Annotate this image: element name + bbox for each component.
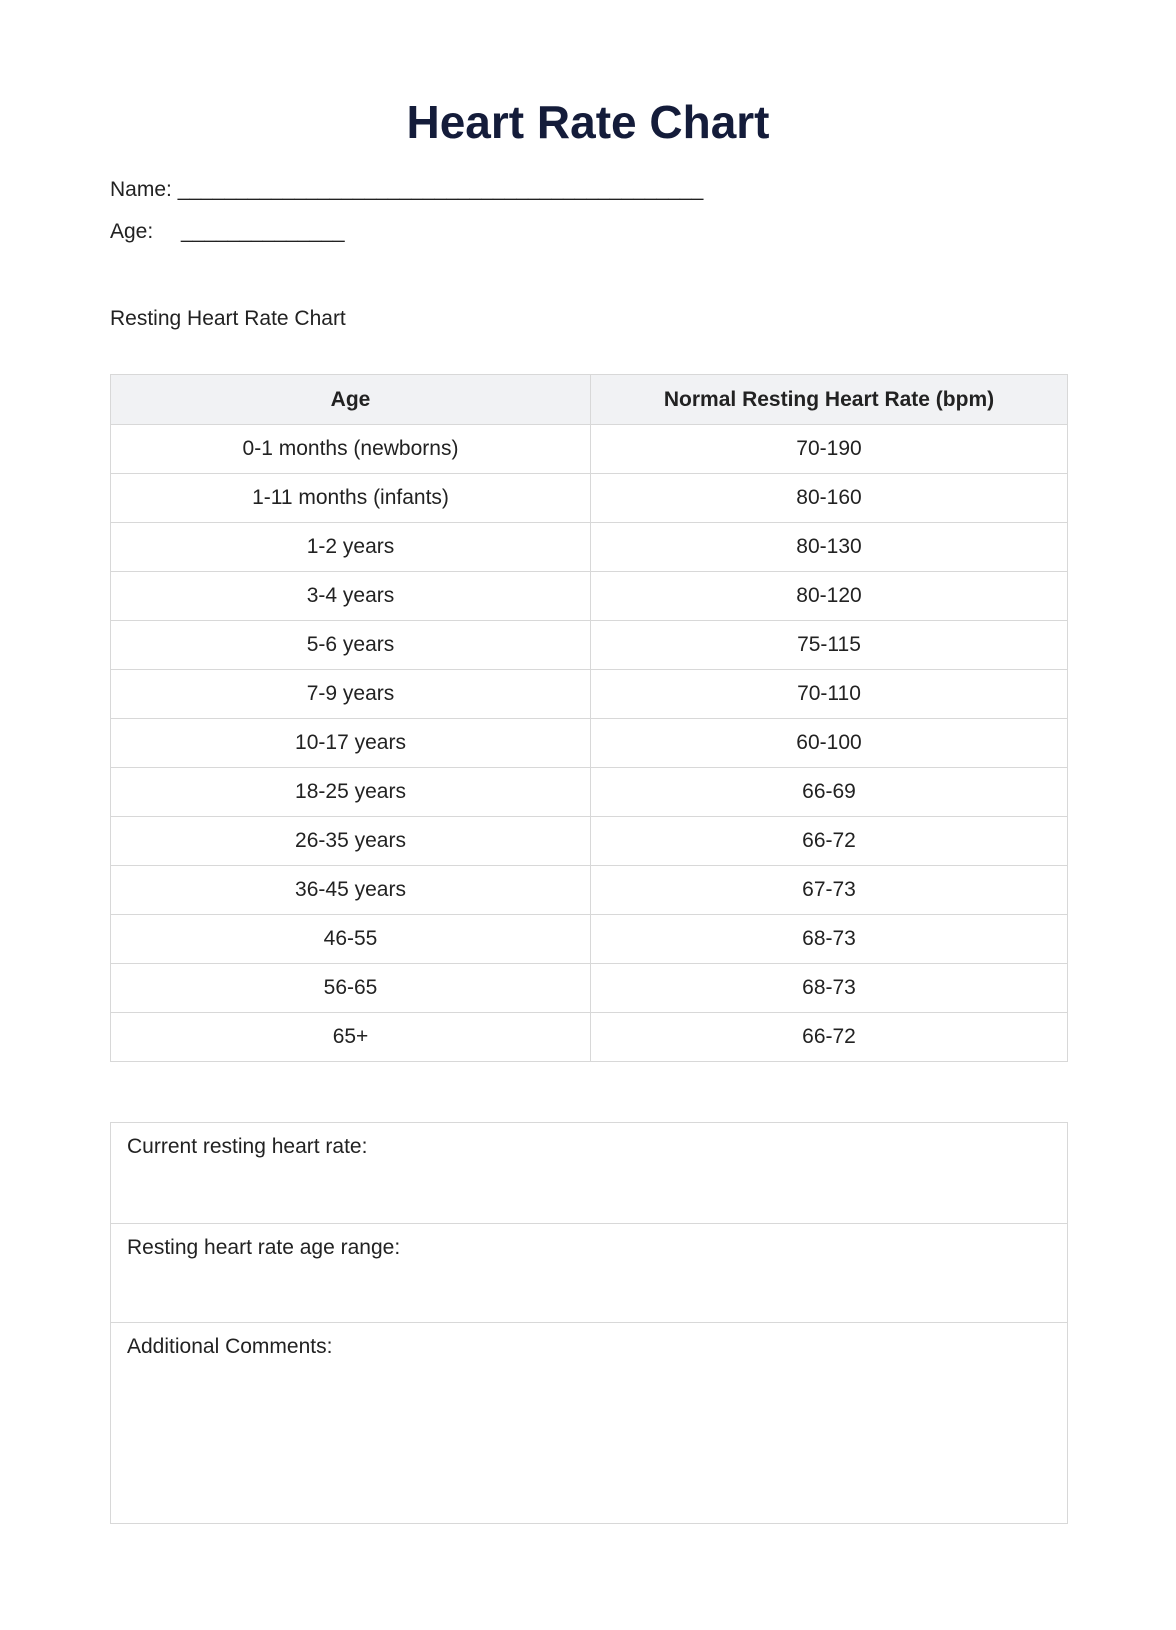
age-range-field[interactable] (111, 1224, 1068, 1323)
age-cell: 1-11 months (infants) (111, 474, 591, 523)
table-row (111, 719, 1068, 768)
comments-row (111, 1323, 1068, 1524)
table-header-row (111, 375, 1068, 425)
name-label: Name: (110, 178, 172, 201)
table-row (111, 621, 1068, 670)
bpm-cell: 60-100 (591, 719, 1068, 768)
table-row (111, 817, 1068, 866)
age-cell: 7-9 years (111, 670, 591, 719)
header-age: Age (111, 375, 591, 425)
page-title: Heart Rate Chart (406, 96, 770, 148)
bpm-cell: 70-110 (591, 670, 1068, 719)
section-label: Resting Heart Rate Chart (110, 307, 346, 330)
bpm-cell: 70-190 (591, 425, 1068, 474)
table-row (111, 964, 1068, 1013)
table-row (111, 572, 1068, 621)
table-row (111, 915, 1068, 964)
bpm-cell: 68-73 (591, 915, 1068, 964)
name-field[interactable] (110, 178, 703, 202)
age-cell: 56-65 (111, 964, 591, 1013)
bpm-cell: 68-73 (591, 964, 1068, 1013)
age-cell: 1-2 years (111, 523, 591, 572)
age-cell: 18-25 years (111, 768, 591, 817)
table-row (111, 425, 1068, 474)
table-row (111, 523, 1068, 572)
age-blank[interactable]: ______________ (181, 220, 345, 243)
bpm-cell: 66-72 (591, 1013, 1068, 1062)
header-bpm: Normal Resting Heart Rate (bpm) (591, 375, 1068, 425)
bpm-cell: 75-115 (591, 621, 1068, 670)
bpm-cell: 80-120 (591, 572, 1068, 621)
table-row (111, 1013, 1068, 1062)
table-row (111, 768, 1068, 817)
notes-table (110, 1122, 1068, 1524)
current-rate-row (111, 1123, 1068, 1224)
table-row (111, 474, 1068, 523)
age-cell: 65+ (111, 1013, 591, 1062)
bpm-cell: 66-69 (591, 768, 1068, 817)
comments-field[interactable] (111, 1323, 1068, 1524)
bpm-cell: 80-130 (591, 523, 1068, 572)
age-cell: 10-17 years (111, 719, 591, 768)
age-field[interactable] (110, 220, 345, 244)
bpm-cell: 80-160 (591, 474, 1068, 523)
age-cell: 26-35 years (111, 817, 591, 866)
bpm-cell: 66-72 (591, 817, 1068, 866)
age-cell: 5-6 years (111, 621, 591, 670)
comments-label: Additional Comments: (127, 1335, 333, 1358)
age-cell: 3-4 years (111, 572, 591, 621)
name-blank[interactable]: _____________________________________________ (177, 178, 704, 201)
age-range-label: Resting heart rate age range: (127, 1236, 401, 1259)
heart-rate-table (110, 374, 1068, 1062)
age-cell: 36-45 years (111, 866, 591, 915)
age-cell: 46-55 (111, 915, 591, 964)
age-cell: 0-1 months (newborns) (111, 425, 591, 474)
current-rate-field[interactable] (111, 1123, 1068, 1224)
age-label: Age: (110, 220, 154, 243)
table-row (111, 670, 1068, 719)
table-row (111, 866, 1068, 915)
current-rate-label: Current resting heart rate: (127, 1135, 368, 1158)
bpm-cell: 67-73 (591, 866, 1068, 915)
age-range-row (111, 1224, 1068, 1323)
